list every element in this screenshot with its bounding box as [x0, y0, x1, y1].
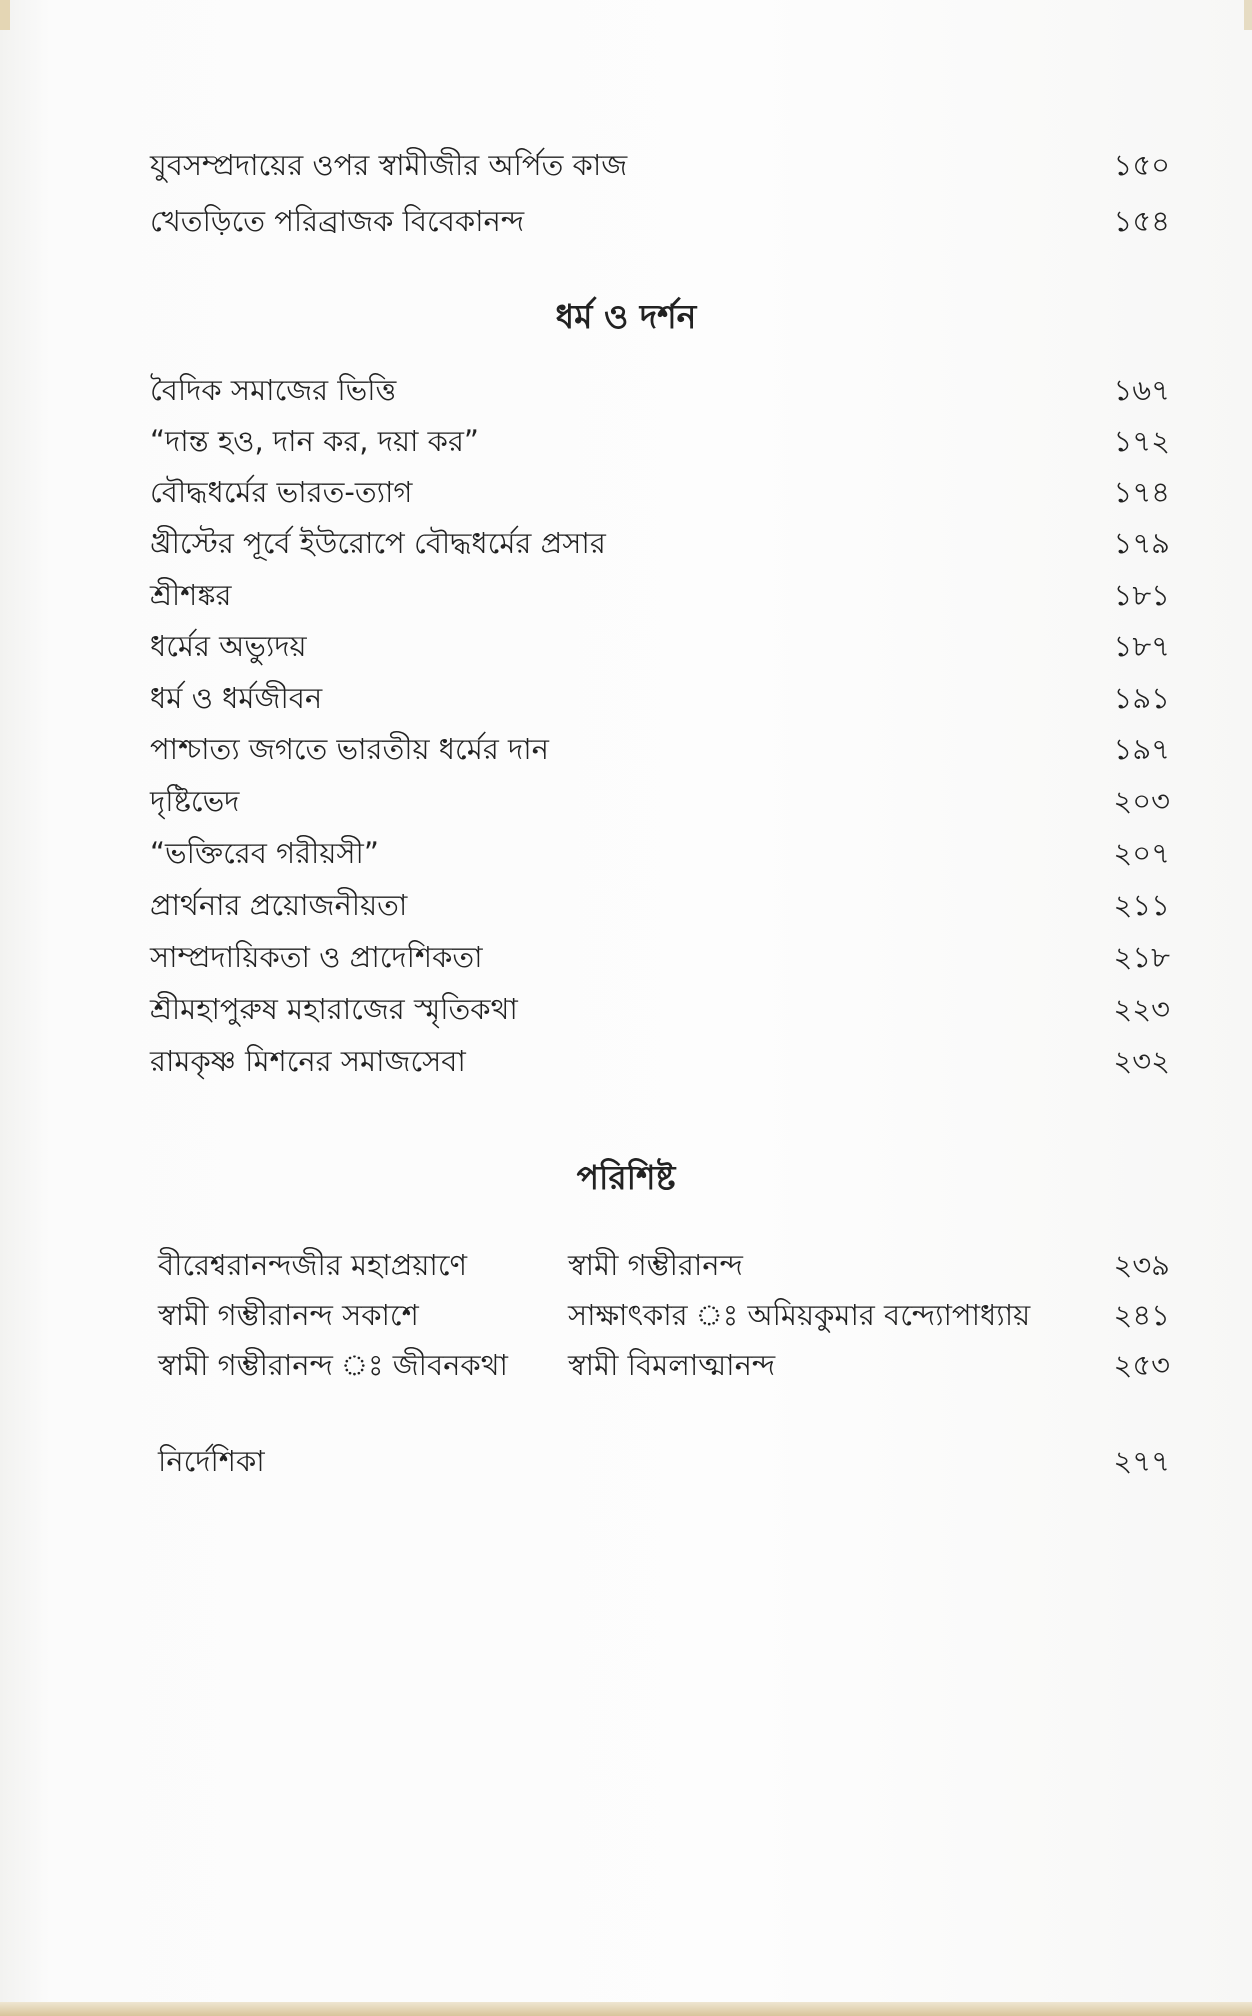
- toc-entry-page: ১৯৭: [1113, 732, 1170, 766]
- toc-entry-page: ২১৮: [1113, 940, 1170, 974]
- toc-entry-title: বৈদিক সমাজের ভিত্তি: [150, 373, 397, 407]
- toc-entry-page: ২০৭: [1113, 836, 1170, 870]
- toc-entry: [150, 570, 1170, 620]
- appendix-entry-page: ২৫৩: [1113, 1348, 1170, 1382]
- toc-entry: [150, 673, 1170, 723]
- toc-entry: [150, 416, 1170, 466]
- toc-entry-page: ১৭৪: [1113, 475, 1170, 509]
- toc-entry-title: দৃষ্টিভেদ: [150, 784, 240, 818]
- toc-entry-title: রামকৃষ্ণ মিশনের সমাজসেবা: [150, 1044, 466, 1078]
- toc-entry-page: ১৯১: [1113, 681, 1170, 715]
- index-entry-page: ২৭৭: [1113, 1444, 1170, 1478]
- toc-entry-page: ১৭২: [1113, 424, 1170, 458]
- toc-entry-title: বৌদ্ধধর্মের ভারত-ত্যাগ: [150, 475, 413, 509]
- toc-entry-page: ১৭৯: [1113, 526, 1170, 560]
- toc-entry-title: খ্রীস্টের পূর্বে ইউরোপে বৌদ্ধধর্মের প্রসার: [150, 526, 606, 560]
- appendix-entry-title: স্বামী গম্ভীরানন্দ ঃ জীবনকথা: [158, 1348, 508, 1382]
- toc-entry-title: “ভক্তিরেব গরীয়সী”: [150, 836, 379, 870]
- toc-entry: [150, 776, 1170, 826]
- toc-entry: [150, 365, 1170, 415]
- toc-entry-title: শ্রীশঙ্কর: [150, 578, 232, 612]
- toc-entry: [150, 932, 1170, 982]
- toc-entry-page: ১৮১: [1113, 578, 1170, 612]
- toc-entry-page: ১৮৭: [1113, 629, 1170, 663]
- toc-entry: [150, 467, 1170, 517]
- toc-entry: [150, 518, 1170, 568]
- appendix-entry-author: সাক্ষাৎকার ঃ অমিয়কুমার বন্দ্যোপাধ্যায়: [568, 1298, 1031, 1332]
- toc-entry-page: ২২৩: [1113, 992, 1170, 1026]
- toc-entry-page: ২০৩: [1113, 784, 1170, 818]
- toc-entry: [150, 1036, 1170, 1086]
- toc-entry-title: সাম্প্রদায়িকতা ও প্রাদেশিকতা: [150, 940, 483, 974]
- appendix-entry-title: স্বামী গম্ভীরানন্দ সকাশে: [158, 1298, 419, 1332]
- toc-entry-page: ১৫৪: [1113, 204, 1170, 238]
- page-edge-left: [0, 0, 10, 30]
- index-entry: [150, 1436, 1170, 1486]
- appendix-entry-author: স্বামী গম্ভীরানন্দ: [568, 1248, 743, 1282]
- appendix-entry-page: ২৩৯: [1113, 1248, 1170, 1282]
- appendix-entry-title: বীরেশ্বরানন্দজীর মহাপ্রয়াণে: [158, 1248, 468, 1282]
- toc-entry: [150, 140, 1170, 190]
- toc-entry: [150, 621, 1170, 671]
- toc-entry-page: ১৫০: [1113, 148, 1170, 182]
- toc-entry: [150, 196, 1170, 246]
- page-edge-right: [1244, 0, 1252, 30]
- toc-entry-title: খেতড়িতে পরিব্রাজক বিবেকানন্দ: [150, 204, 525, 238]
- toc-entry-title: “দান্ত হও, দান কর, দয়া কর”: [150, 424, 479, 458]
- toc-entry-title: ধর্ম ও ধর্মজীবন: [150, 681, 323, 715]
- appendix-entry: [150, 1240, 1170, 1290]
- toc-entry-page: ২১১: [1113, 888, 1170, 922]
- appendix-entry: [150, 1340, 1170, 1390]
- toc-entry-title: পাশ্চাত্য জগতে ভারতীয় ধর্মের দান: [150, 732, 549, 766]
- page-edge-bottom: [0, 2002, 1252, 2016]
- appendix-entry: [150, 1290, 1170, 1340]
- section-heading: পরিশিষ্ট: [576, 1158, 676, 1197]
- toc-entry-title: ধর্মের অভ্যুদয়: [150, 629, 307, 663]
- appendix-entry-page: ২৪১: [1113, 1298, 1170, 1332]
- toc-entry: [150, 724, 1170, 774]
- toc-entry-page: ২৩২: [1113, 1044, 1170, 1078]
- toc-entry-title: শ্রীমহাপুরুষ মহারাজের স্মৃতিকথা: [150, 992, 518, 1026]
- toc-entry-title: প্রার্থনার প্রয়োজনীয়তা: [150, 888, 408, 922]
- toc-entry: [150, 880, 1170, 930]
- appendix-entry-author: স্বামী বিমলাত্মানন্দ: [568, 1348, 776, 1382]
- toc-entry: [150, 984, 1170, 1034]
- toc-entry: [150, 828, 1170, 878]
- index-entry-title: নির্দেশিকা: [158, 1444, 265, 1478]
- toc-entry-page: ১৬৭: [1113, 373, 1170, 407]
- toc-entry-title: যুবসম্প্রদায়ের ওপর স্বামীজীর অর্পিত কাজ: [150, 148, 628, 182]
- section-heading: ধর্ম ও দর্শন: [555, 297, 697, 336]
